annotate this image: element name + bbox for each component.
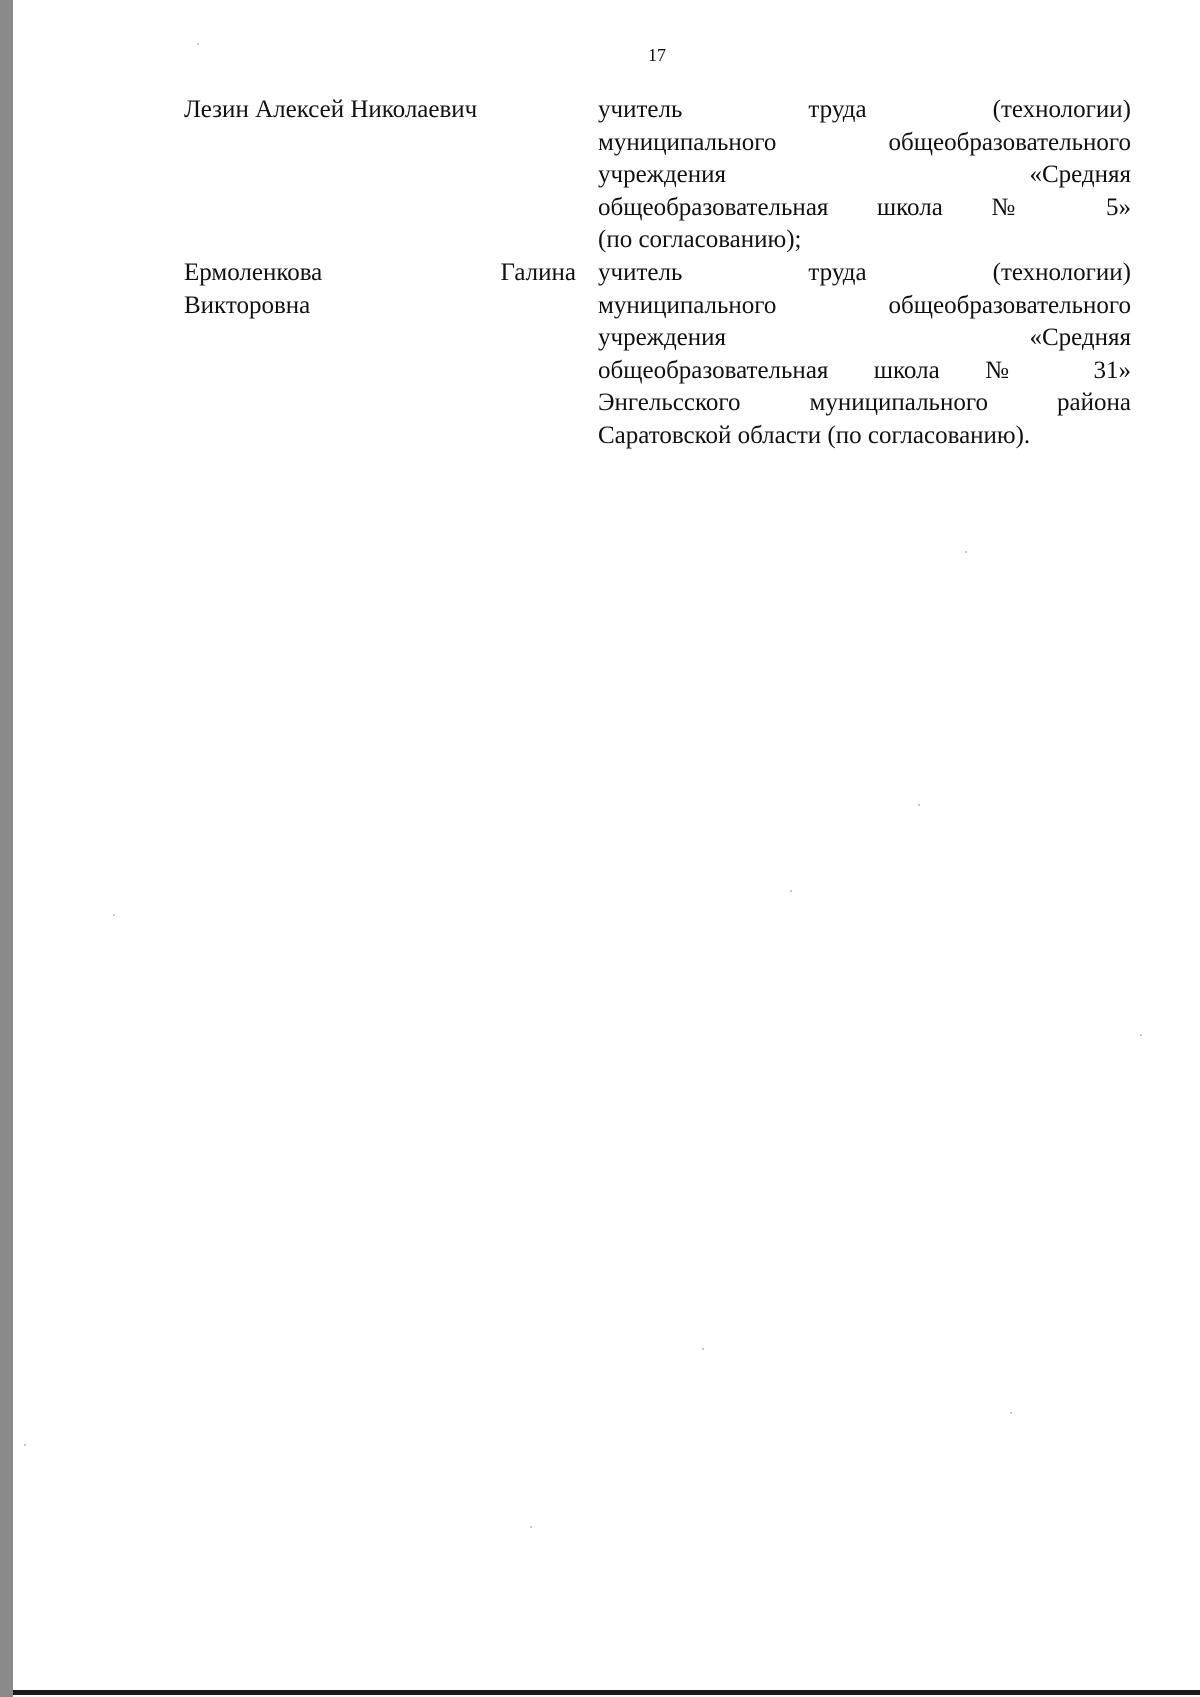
member-name-line: Лезин Алексей Николаевич <box>184 96 478 123</box>
member-name <box>184 94 576 257</box>
scan-speck <box>530 1526 532 1528</box>
scan-bottom-edge <box>13 1690 1200 1695</box>
scan-speck <box>24 1444 26 1446</box>
scan-speck <box>1140 1034 1142 1036</box>
scan-speck <box>965 551 967 553</box>
scan-speck <box>918 804 920 806</box>
scan-left-edge <box>0 0 13 1697</box>
member-role-line: учреждения «Средняя <box>598 324 1131 352</box>
member-name <box>184 257 576 453</box>
scan-speck <box>197 43 199 45</box>
scan-speck <box>702 1348 704 1350</box>
scan-speck <box>113 914 115 916</box>
member-role-line: общеобразовательная школа № 31» <box>598 356 1131 384</box>
member-role-line: Саратовской области (по согласованию). <box>598 421 1031 449</box>
member-role-line: муниципального общеобразовательного <box>598 291 1131 319</box>
member-list <box>184 94 1131 453</box>
page-number: 17 <box>648 45 666 65</box>
member-role-line: учитель труда (технологии) <box>598 96 1131 123</box>
scan-speck <box>1010 1412 1012 1414</box>
member-role-line: учреждения «Средняя <box>598 161 1131 189</box>
scan-speck <box>790 890 792 892</box>
member-role <box>598 94 1131 257</box>
member-role-line: муниципального общеобразовательного <box>598 128 1131 156</box>
member-entry <box>184 94 1131 257</box>
member-role-line: Энгельсского муниципального района <box>598 389 1131 417</box>
member-entry <box>184 257 1131 453</box>
member-name-line: Ермоленкова Галина <box>184 258 576 286</box>
member-role-line: (по согласованию); <box>598 226 802 254</box>
member-role-line: общеобразовательная школа № 5» <box>598 193 1131 221</box>
member-role <box>598 257 1131 453</box>
member-role-line: учитель труда (технологии) <box>598 258 1131 286</box>
member-name-line: Викторовна <box>184 291 311 319</box>
